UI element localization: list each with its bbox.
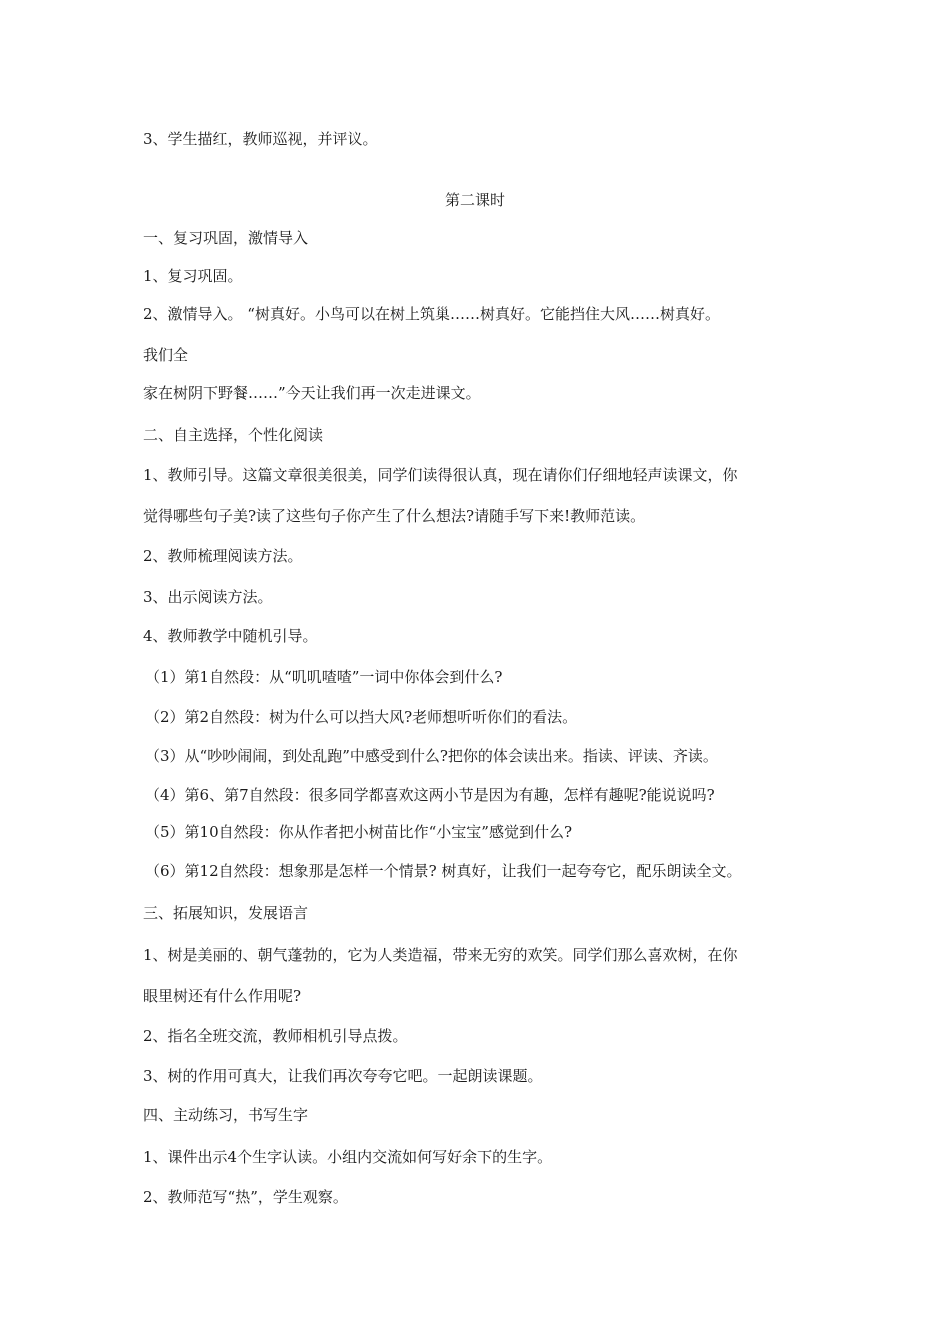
text-line: 1、复习巩固。 xyxy=(143,267,243,285)
heading-line: 二、自主选择，个性化阅读 xyxy=(143,426,324,444)
text-line: 2、教师梳理阅读方法。 xyxy=(143,547,303,565)
text-line: 觉得哪些句子美?读了这些句子你产生了什么想法?请随手写下来!教师范读。 xyxy=(143,507,646,525)
text-line: 我们全 xyxy=(143,346,189,364)
list-item: （4）第6、第7自然段：很多同学都喜欢这两小节是因为有趣，怎样有趣呢?能说说吗? xyxy=(145,786,715,804)
heading-line: 四、主动练习，书写生字 xyxy=(143,1106,309,1124)
heading-line: 一、复习巩固，激情导入 xyxy=(143,229,309,247)
text-line: 2、激情导入。 “树真好。小鸟可以在树上筑巢……树真好。它能挡住大风……树真好。 xyxy=(143,305,720,323)
list-item: （5）第10自然段：你从作者把小树苗比作“小宝宝”感觉到什么? xyxy=(145,823,573,841)
text-line: 2、指名全班交流，教师相机引导点拨。 xyxy=(143,1027,408,1045)
text-line: 3、树的作用可真大，让我们再次夸夸它吧。一起朗读课题。 xyxy=(143,1067,543,1085)
list-item: （1）第1自然段：从“叽叽喳喳”一词中你体会到什么? xyxy=(145,668,503,686)
list-item: （6）第12自然段：想象那是怎样一个情景? 树真好，让我们一起夸夸它，配乐朗读全文。 xyxy=(145,862,742,880)
list-item: （3）从“吵吵闹闹，到处乱跑”中感受到什么?把你的体会读出来。指读、评读、齐读。 xyxy=(145,747,718,765)
list-item: （2）第2自然段：树为什么可以挡大风?老师想听听你们的看法。 xyxy=(145,708,578,726)
text-line: 家在树阴下野餐……”今天让我们再一次走进课文。 xyxy=(143,384,481,402)
text-line: 眼里树还有什么作用呢? xyxy=(143,987,302,1005)
section-title: 第二课时 xyxy=(444,191,505,209)
text-line: 4、教师教学中随机引导。 xyxy=(143,627,318,645)
text-line: 3、学生描红，教师巡视，并评议。 xyxy=(143,130,378,148)
text-line: 1、课件出示4个生字认读。小组内交流如何写好余下的生字。 xyxy=(143,1148,553,1166)
text-line: 2、教师范写“热”，学生观察。 xyxy=(143,1188,348,1206)
heading-line: 三、拓展知识，发展语言 xyxy=(143,904,309,922)
text-line: 3、出示阅读方法。 xyxy=(143,588,273,606)
text-line: 1、教师引导。这篇文章很美很美，同学们读得很认真，现在请你们仔细地轻声读课文，你 xyxy=(143,466,738,484)
text-line: 1、树是美丽的、朝气蓬勃的，它为人类造福，带来无穷的欢笑。同学们那么喜欢树，在你 xyxy=(143,946,738,964)
